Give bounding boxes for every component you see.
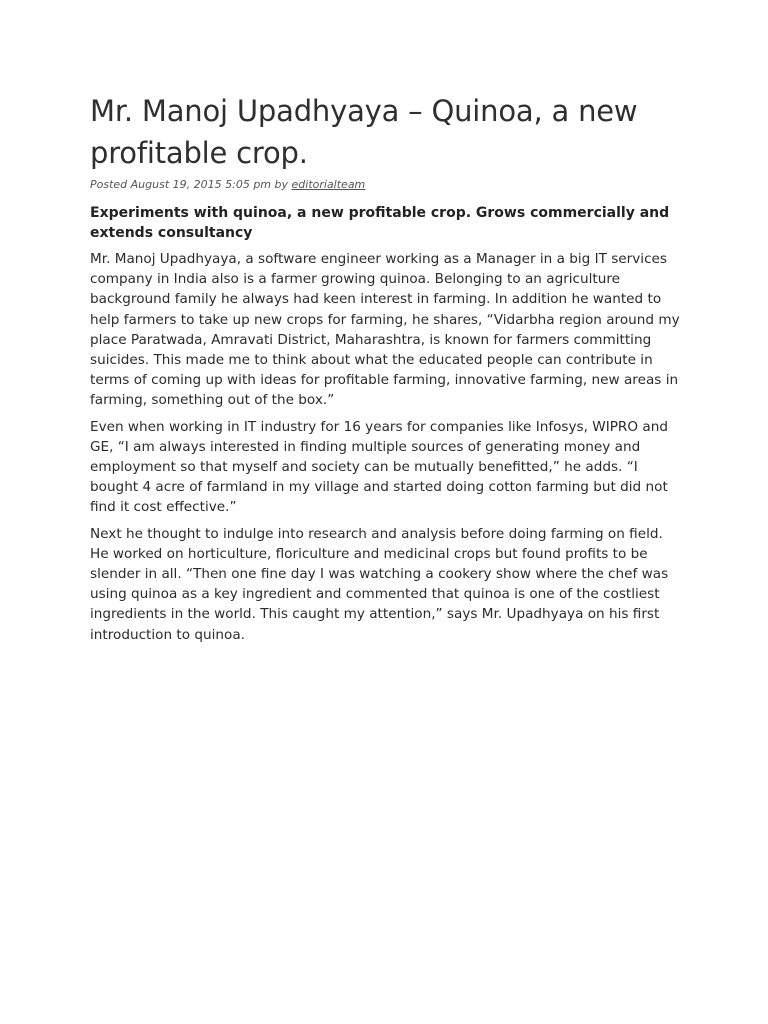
article-subheading: Experiments with quinoa, a new profitable crop. Grows commercially and extends consultancy: [90, 205, 670, 241]
posted-date-text: Posted August 19, 2015 5:05 pm by: [90, 178, 289, 191]
article: [90, 90, 682, 645]
author-link[interactable]: editorialteam: [291, 178, 366, 191]
article-paragraph-3: Next he thought to indulge into research and analysis before doing farming on field. He worked on horticulture, floriculture and medicinal crops but found profits to be slender in all. “Then one fine day I was watching a cookery show where the chef was using quinoa as a key ingredient and commented that quinoa is one of the costliest ingredients in the world. This caught my attention,” says Mr. Upadhyaya on his first introduction to quinoa.: [90, 525, 669, 643]
article-paragraph-2: Even when working in IT industry for 16 years for companies like Infosys, WIPRO and GE, “I am always interested in finding multiple sources of generating money and employment so that myself and society can be mutually benefitted,” he adds. “I bought 4 acre of farmland in my village and started doing cotton farming but did not find it cost effective.”: [90, 418, 668, 516]
post-meta: [90, 177, 682, 193]
article-paragraph-1: Mr. Manoj Upadhyaya, a software engineer working as a Manager in a big IT services company in India also is a farmer growing quinoa. Belonging to an agriculture background family he always had keen interest in farming. In addition he wanted to help farmers to take up new crops for farming, he shares, “Vidarbha region around my place Paratwada, Amravati District, Maharashtra, is known for farmers committing suicides. This made me to think about what the educated people can contribute in terms of coming up with ideas for profitable farming, innovative farming, new areas in farming, something out of the box.”: [90, 251, 680, 409]
article-title: Mr. Manoj Upadhyaya – Quinoa, a new profitable crop.: [90, 94, 638, 170]
